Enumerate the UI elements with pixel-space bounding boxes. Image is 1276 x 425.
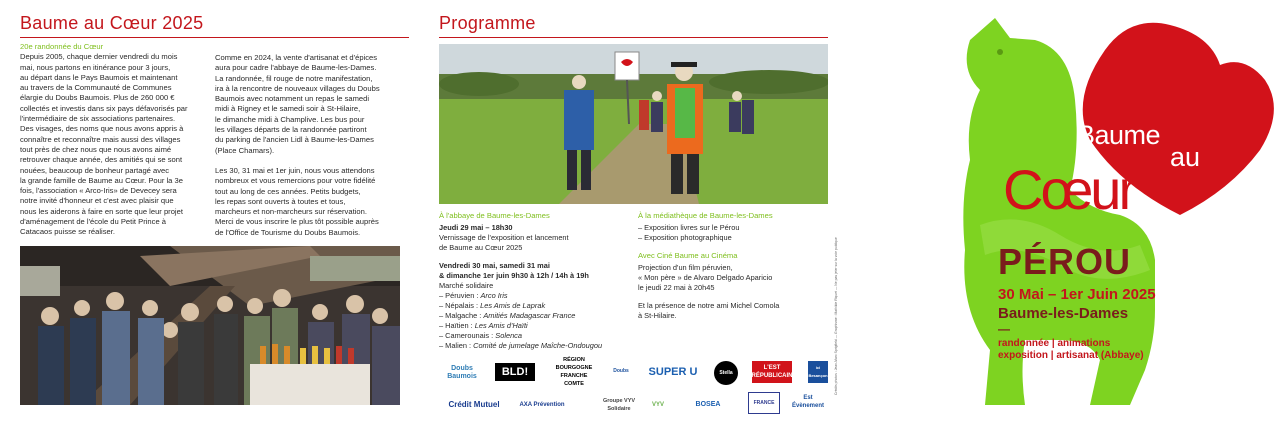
text-line: collectés et investis dans six pays défavorisés par [20,103,188,113]
logo-region-bfc: RÉGION BOURGOGNE FRANCHE COMTE [555,357,593,387]
text-line: élargie du Doubs Baumois. Plus de 260 000 € [20,93,175,103]
vertical-credit: Crédits photos : Jean-Marc Sprigfield — Graphisme : Mathilde Riquet — Ne pas jeter sur la voie publique [834,237,838,395]
stand-association: Solenca [495,331,522,340]
cine-item-3: le jeudi 22 mai à 20h45 [638,283,715,292]
text-line: Les 30, 31 mai et 1er juin, nous vous attendons [215,165,375,175]
cine-item-2: « Mon père » de Alvaro Delgado Aparicio [638,273,773,282]
text-line: Baumois avec notamment un repas le samedi [215,94,370,104]
cover-dates: 30 Mai – 1er Juin 2025 [998,286,1156,303]
text-line: nombreux et vous remercions pour votre fidélité [215,176,376,186]
cover-word-coeur: Cœur [1003,158,1135,221]
cover-dash: — [998,322,1010,336]
presence-line-2: à St-Hilaire. [638,311,677,320]
vernissage-line-1: Vernissage de l'exposition et lancement [439,233,569,242]
text-line: ira à la rencontre de nouveaux villages du Doubs [215,83,380,93]
stand-country: – Péruvien : [439,291,481,300]
text-line: tout au long de ces années. Petits budgets, [215,186,361,196]
text-line: connaître et reconnaître mais aussi des villages [20,134,181,144]
media-item-2: – Exposition photographique [638,233,732,242]
logo-axa-prevention: AXA Prévention [519,402,565,408]
subtitle: 20e randonnée du Cœur [20,42,104,51]
abbaye-heading: À l'abbaye de Baume-les-Dames [439,211,550,220]
text-line: le dimanche midi à Champlive. Les bus pour [215,114,365,124]
text-line: au travers de la Communauté de Communes [20,83,172,93]
text-line: aura pour cadre l'abbaye de Baume-les-Dames. [215,63,377,73]
text-line: les villages départs de la randonnée partiront [215,125,367,135]
intro-column-1 [20,42,210,238]
cover-word-baume: Baume [1077,120,1161,150]
stand-item [439,301,639,311]
media-section [638,211,828,321]
text-line: les repas sont ouverts à toutes et tous, [215,196,346,206]
stand-association: Les Amis d'Haïti [474,321,528,330]
crowd-photo [20,246,400,405]
abbaye-section [439,211,639,351]
hikers-photo [439,44,828,204]
logo-stella: Stella [714,361,738,385]
intro-text-2 [215,53,411,156]
text-line: nouées, beaucoup de bonheur partagé avec [20,165,170,175]
text-line: marcheurs et non-marcheurs sur réservation. [215,207,367,217]
text-line: d'aménagement de l'école du Petit Prince à [20,217,167,227]
stand-country: – Népalais : [439,301,481,310]
logo-credit-mutuel: Crédit Mutuel [448,400,500,409]
intro-column-2 [215,53,411,238]
stand-item [439,291,639,301]
cover-tags-1: randonnée | animations [998,338,1111,349]
title-rule [20,37,409,38]
cover-word-au: au [1170,142,1201,172]
stand-association: Les Amis de Laprak [480,301,546,310]
stand-country: – Malien : [439,341,474,350]
text-line: Comme en 2024, la vente d'artisanat et d'épices [215,53,378,62]
text-line: mai, nous partons en itinérance pour 3 jours, [20,62,171,72]
stand-country: – Malgache : [439,311,484,320]
text-line: Depuis 2005, chaque dernier vendredi du mois [20,52,178,62]
cine-heading: Avec Ciné Baume au Cinéma [638,251,738,260]
vendredi-date-1: Vendredi 30 mai, samedi 31 mai [439,261,550,270]
cine-item-1: Projection d'un film péruvien, [638,263,733,272]
stand-item [439,341,639,351]
logo-bld: BLD! [495,363,535,381]
panel-title: Baume au Cœur 2025 [20,13,204,33]
logo-bosea: BOSEA [695,401,721,408]
stand-association: Arco Iris [480,291,508,300]
media-item-1: – Exposition livres sur le Pérou [638,223,740,232]
crowd-photo-illustration [20,246,400,405]
llama-eye [997,49,1003,55]
cover-country: PÉROU [998,241,1132,282]
text-line: nous les aiderons à faire en sorte que leur projet [20,206,183,216]
marche-solidaire: Marché solidaire [439,281,494,290]
media-heading: À la médiathèque de Baume-les-Dames [638,211,773,220]
logo-est-republicain: L'EST RÉPUBLICAIN [752,361,792,383]
stand-item [439,321,639,331]
presence-line-1: Et la présence de notre ami Michel Comola [638,301,780,310]
text-line: Des visages, des noms que nous avons appris à [20,124,184,134]
logo-groupe-vyv: Groupe VYV Solidaire [602,398,636,412]
text-line: (Place Chamars). [215,145,275,155]
text-line: midi à Rigney et le samedi soir à St-Hilaire, [215,104,361,114]
programme-rule [439,37,828,38]
logo-ici-besancon: ici Besançon [808,361,828,383]
text-line: Catacaos puisse se réaliser. [20,227,115,237]
text-line: La randonnée, fil rouge de notre manifestation, [215,73,373,83]
intro-text-1 [20,52,210,237]
text-line: notre invité d'honneur et c'est avec plaisir que [20,196,174,206]
logo-super-u: SUPER U [648,366,698,378]
logo-doubs: Doubs [613,368,629,374]
text-line: Merci de vous inscrire le plus tôt possible auprès [215,217,379,227]
text-line: retrouver chaque année, des amitiés qui se sont [20,155,183,165]
logo-vyv: VYV [651,402,664,408]
text-line: du parking de l'ancien Lidl à Baume-les-Dames [215,135,374,145]
vertical-credit-wrap [834,237,838,396]
logo-est-evenement: Est Évènement [791,395,824,409]
jeudi-date: Jeudi 29 mai – 18h30 [439,223,513,232]
stands-list [439,291,639,351]
vernissage-line-2: de Baume au Cœur 2025 [439,243,523,252]
text-line: fois, l'association « Arco-Iris» de Devecey sera [20,186,177,196]
hikers-photo-illustration [439,44,828,204]
intro-text-3 [215,166,411,238]
stand-association: Comité de jumelage Maîche-Ondougou [473,341,603,350]
programme-title: Programme [439,13,536,33]
stand-country: – Camerounais : [439,331,496,340]
stand-item [439,331,639,341]
text-line: de l'Office de Tourisme du Doubs Baumois. [215,227,361,237]
stand-association: Amitiés Madagascar France [483,311,576,320]
text-line: l'intermédiaire de six associations partenaires. [20,114,176,124]
text-line: au départ dans le Pays Baumois et maintenant [20,72,178,82]
text-line: tout près de chez nous que nous avons aimé [20,144,172,154]
logo-france: FRANCE [748,392,780,414]
stand-country: – Haïtien : [439,321,475,330]
stand-item [439,311,639,321]
logo-doubs-baumois: Doubs Baumois [447,365,477,380]
cover-tags-2: exposition | artisanat (Abbaye) [998,350,1144,361]
text-line: la grande famille de Baume au Cœur. Pour la 3e [20,175,183,185]
cover-place: Baume-les-Dames [998,305,1129,322]
vendredi-date-2: & dimanche 1er juin 9h30 à 12h / 14h à 19h [439,271,589,280]
